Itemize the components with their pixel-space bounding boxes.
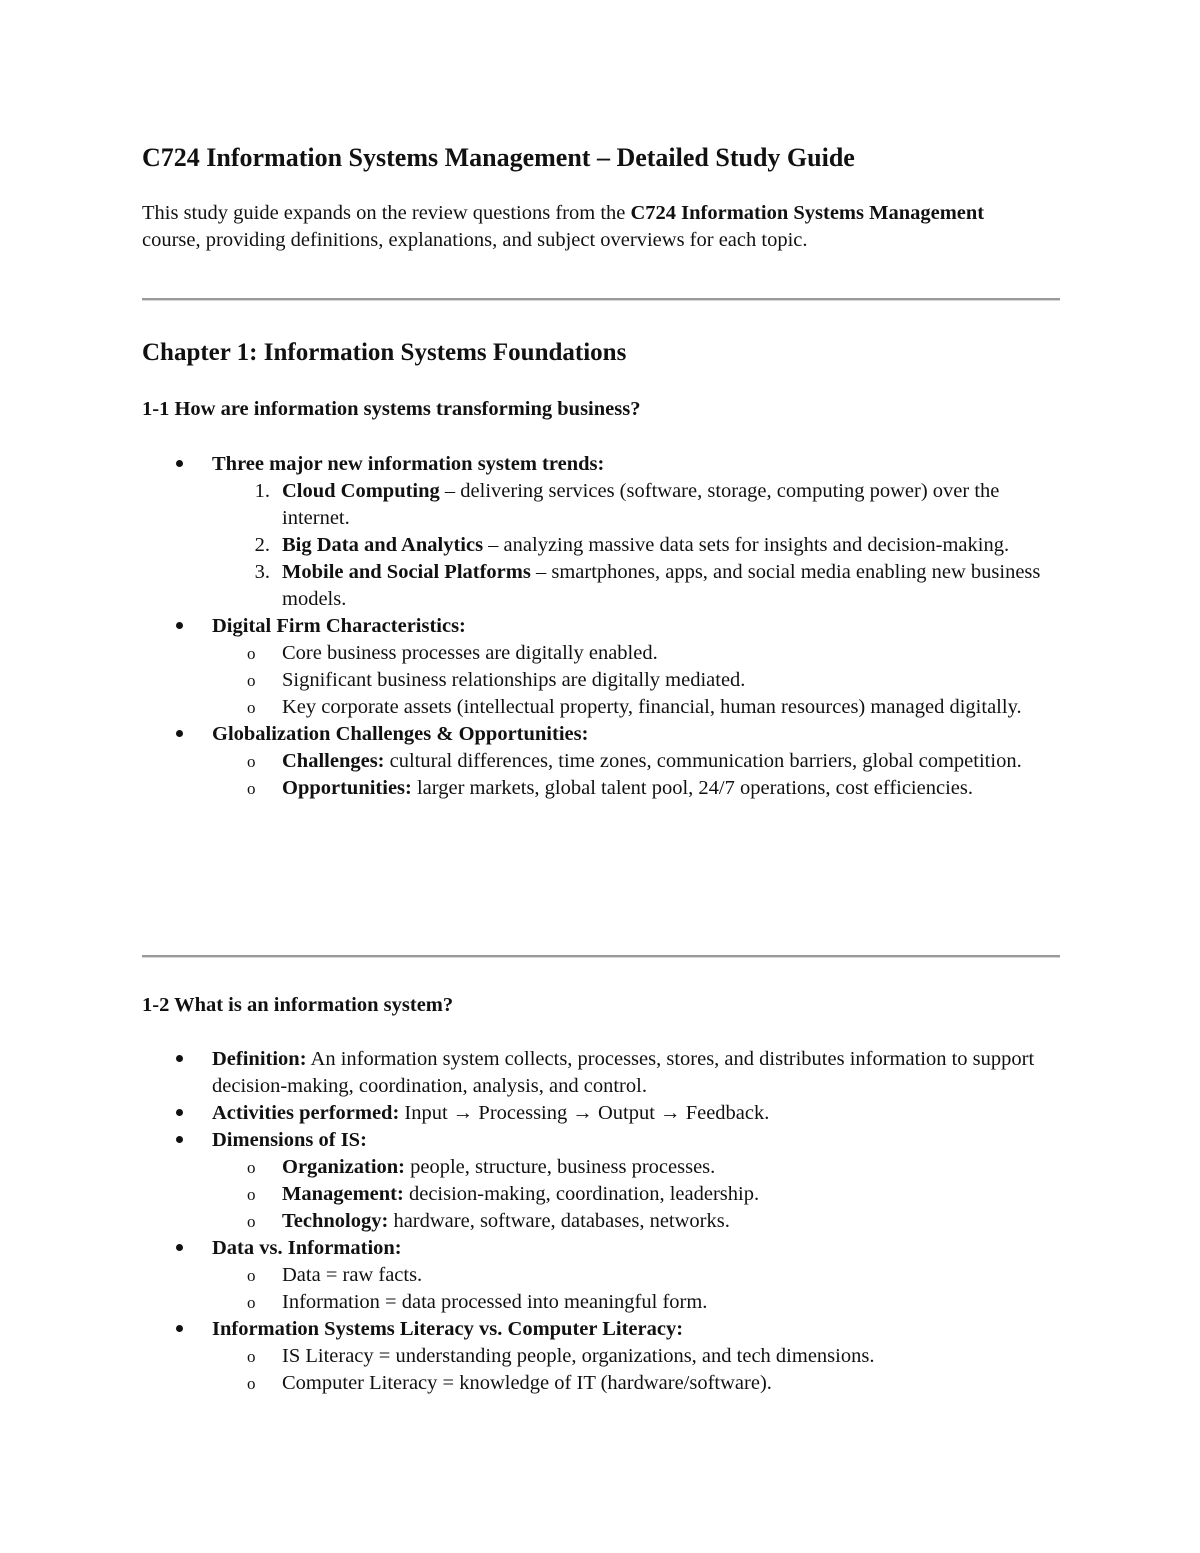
term-description: An information system collects, processes, stores, and distributes information to support decision-making, coordination, analysis, and control. <box>212 1048 1035 1097</box>
sub-bullet-list <box>212 640 1060 721</box>
list-item-globalization <box>142 721 1060 802</box>
list-item-text: Data = raw facts. <box>282 1264 423 1286</box>
list-item <box>142 1154 1060 1181</box>
term: Organization: <box>282 1156 405 1178</box>
term-description: – smartphones, apps, and social media enabling new business models. <box>282 561 1041 610</box>
list-item-text: Significant business relationships are digitally mediated. <box>282 669 746 691</box>
bullet-icon <box>169 1127 189 1154</box>
numbered-list <box>212 478 1060 613</box>
list-item-literacy <box>142 1316 1060 1397</box>
bullet-icon <box>169 721 189 748</box>
term: Activities performed: <box>212 1102 400 1124</box>
horizontal-rule <box>142 298 1060 301</box>
list-item <box>142 667 1060 694</box>
section-heading-1-1: 1-1 How are information systems transforming business? <box>142 398 641 420</box>
list-item <box>142 775 1060 802</box>
list-item <box>142 1343 1060 1370</box>
list-item-label: Data vs. Information: <box>212 1237 402 1259</box>
list-item-text: Information = data processed into meaningful form. <box>282 1291 708 1313</box>
section-heading-1-2: 1-2 What is an information system? <box>142 994 454 1016</box>
list-item-text: Key corporate assets (intellectual property, financial, human resources) managed digitally. <box>282 696 1022 718</box>
list-item <box>142 559 1060 613</box>
sub-bullet-list <box>212 1343 1060 1397</box>
list-item-label: Dimensions of IS: <box>212 1129 367 1151</box>
list-item-label: Globalization Challenges & Opportunities: <box>212 723 589 745</box>
horizontal-rule <box>142 955 1060 958</box>
list-item-digital-firm <box>142 613 1060 721</box>
circle-bullet-icon: o <box>247 698 256 717</box>
list-item-dimensions <box>142 1127 1060 1235</box>
sub-bullet-list <box>212 1262 1060 1316</box>
term: Opportunities: <box>282 777 412 799</box>
list-item <box>142 1370 1060 1397</box>
circle-bullet-icon: o <box>247 1158 256 1177</box>
list-item <box>142 1208 1060 1235</box>
term-description: – delivering services (software, storage, computing power) over the internet. <box>282 480 1000 529</box>
circle-bullet-icon: o <box>247 752 256 771</box>
term: Definition: <box>212 1048 307 1070</box>
bullet-icon <box>169 1235 189 1262</box>
list-item <box>142 748 1060 775</box>
circle-bullet-icon: o <box>247 1212 256 1231</box>
list-item-text: IS Literacy = understanding people, organizations, and tech dimensions. <box>282 1345 875 1367</box>
circle-bullet-icon: o <box>247 644 256 663</box>
circle-bullet-icon: o <box>247 671 256 690</box>
list-item <box>142 1262 1060 1289</box>
term-description: people, structure, business processes. <box>405 1156 716 1178</box>
circle-bullet-icon: o <box>247 1266 256 1285</box>
list-item <box>142 694 1060 721</box>
circle-bullet-icon: o <box>247 1347 256 1366</box>
document-title: C724 Information Systems Management – Detailed Study Guide <box>142 143 855 172</box>
sub-bullet-list <box>212 1154 1060 1235</box>
list-item <box>142 478 1060 532</box>
bullet-list <box>142 1046 1060 1397</box>
bullet-icon <box>169 613 189 640</box>
list-item <box>142 532 1060 559</box>
bullet-list <box>142 451 1060 802</box>
bullet-icon <box>169 1316 189 1343</box>
term-description: hardware, software, databases, networks. <box>388 1210 730 1232</box>
list-item-text: Computer Literacy = knowledge of IT (hardware/software). <box>282 1372 772 1394</box>
term: Technology: <box>282 1210 389 1232</box>
list-item <box>142 1289 1060 1316</box>
intro-text-pre: This study guide expands on the review questions from the <box>142 202 631 224</box>
list-item-text: Core business processes are digitally enabled. <box>282 642 658 664</box>
term-description: larger markets, global talent pool, 24/7 operations, cost efficiencies. <box>411 777 973 799</box>
bullet-icon <box>169 1100 189 1127</box>
term: Challenges: <box>282 750 385 772</box>
list-item-trends <box>142 451 1060 613</box>
list-number: 2. <box>254 534 270 556</box>
term-description: cultural differences, time zones, communication barriers, global competition. <box>384 750 1022 772</box>
section-1-2-content <box>142 1046 1060 1397</box>
list-item-data-vs-information <box>142 1235 1060 1316</box>
intro-text-post: course, providing definitions, explanations, and subject overviews for each topic. <box>142 229 808 251</box>
term: Big Data and Analytics <box>282 534 484 556</box>
intro-paragraph <box>142 200 1042 254</box>
list-item-label: Digital Firm Characteristics: <box>212 615 466 637</box>
term-description: – analyzing massive data sets for insights and decision-making. <box>483 534 1010 556</box>
term: Cloud Computing <box>282 480 440 502</box>
circle-bullet-icon: o <box>247 1293 256 1312</box>
list-item <box>142 1181 1060 1208</box>
sub-bullet-list <box>212 748 1060 802</box>
list-item <box>142 640 1060 667</box>
circle-bullet-icon: o <box>247 1374 256 1393</box>
bullet-icon <box>169 1046 189 1073</box>
term: Mobile and Social Platforms <box>282 561 531 583</box>
list-number: 1. <box>254 480 270 502</box>
list-number: 3. <box>254 561 270 583</box>
bullet-icon <box>169 451 189 478</box>
list-item-definition <box>142 1046 1060 1100</box>
term: Management: <box>282 1183 404 1205</box>
list-item-label: Information Systems Literacy vs. Computer Literacy: <box>212 1318 684 1340</box>
section-1-1-content <box>142 451 1060 802</box>
circle-bullet-icon: o <box>247 779 256 798</box>
chapter-heading: Chapter 1: Information Systems Foundations <box>142 339 627 366</box>
intro-course-name: C724 Information Systems Management <box>630 202 985 224</box>
list-item-activities <box>142 1100 1060 1127</box>
term-description: Input → Processing → Output → Feedback. <box>399 1102 770 1124</box>
list-item-label: Three major new information system trends: <box>212 453 605 475</box>
term-description: decision-making, coordination, leadership. <box>403 1183 760 1205</box>
circle-bullet-icon: o <box>247 1185 256 1204</box>
